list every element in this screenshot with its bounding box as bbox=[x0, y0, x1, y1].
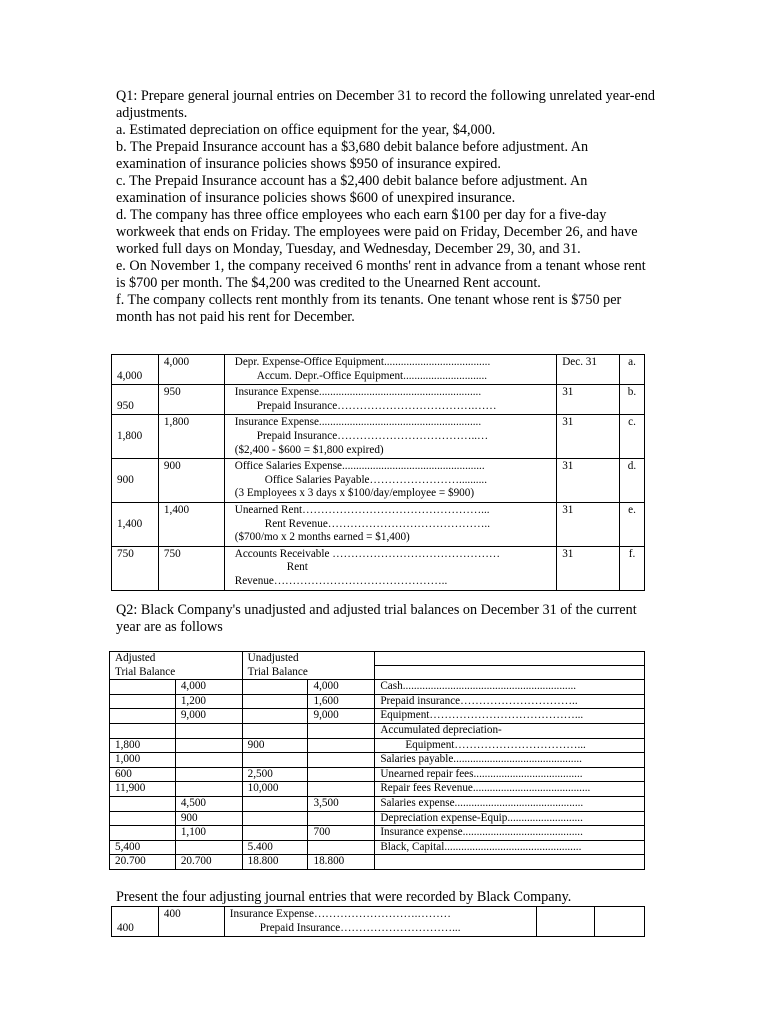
account-name bbox=[375, 855, 645, 870]
adj-debit: 4,500 bbox=[175, 796, 242, 811]
adj-credit: 1,800 bbox=[110, 738, 176, 753]
adj-debit: 20.700 bbox=[175, 855, 242, 870]
debit-amount: 1,800 bbox=[158, 415, 224, 459]
trial-balance-row bbox=[110, 694, 645, 709]
entry-ref: a. bbox=[620, 355, 645, 385]
adj-credit: 600 bbox=[110, 767, 176, 782]
unadj-debit bbox=[308, 723, 375, 738]
entry-date: 31 bbox=[557, 459, 620, 503]
unadj-credit bbox=[242, 796, 308, 811]
journal-entry-b bbox=[112, 385, 645, 415]
unadj-debit bbox=[308, 767, 375, 782]
journal-entry-c bbox=[112, 415, 645, 459]
journal-entries-table bbox=[111, 354, 645, 591]
unadj-credit: 5.400 bbox=[242, 840, 308, 855]
trial-balance-header bbox=[110, 652, 645, 666]
adj-credit bbox=[110, 680, 176, 695]
account-name: Insurance expense........................................... bbox=[375, 826, 645, 841]
credit-account: Accum. Depr.-Office Equipment.............................. bbox=[256, 369, 488, 382]
unadj-credit bbox=[242, 811, 308, 826]
unadj-debit: 18.800 bbox=[308, 855, 375, 870]
credit-account-continued: Revenue……………………………………….. bbox=[234, 574, 448, 587]
trial-balance-row bbox=[110, 723, 645, 738]
adj-debit: 1,100 bbox=[175, 826, 242, 841]
unadj-credit bbox=[242, 694, 308, 709]
trial-balance-row bbox=[110, 826, 645, 841]
credit-account: Office Salaries Payable…………………….......... bbox=[264, 473, 487, 486]
account-cell bbox=[224, 502, 556, 546]
black-journal-entry-1 bbox=[112, 907, 645, 937]
unadj-debit: 9,000 bbox=[308, 709, 375, 724]
adj-debit: 4,000 bbox=[175, 680, 242, 695]
debit-account: Insurance Expense.......................................................... bbox=[234, 386, 482, 399]
black-journal-table bbox=[111, 906, 645, 937]
unadj-credit bbox=[242, 723, 308, 738]
account-cell bbox=[224, 415, 556, 459]
debit-account: Unearned Rent…………………………………………... bbox=[234, 503, 490, 516]
account-name: Depreciation expense-Equip........................... bbox=[375, 811, 645, 826]
account-cell bbox=[224, 385, 556, 415]
adj-debit bbox=[175, 782, 242, 797]
debit-amount: 900 bbox=[158, 459, 224, 503]
credit-amount: 400 bbox=[112, 907, 159, 937]
account-name: Salaries expense.............................................. bbox=[375, 796, 645, 811]
debit-amount: 1,400 bbox=[158, 502, 224, 546]
adj-debit bbox=[175, 753, 242, 768]
trial-balance-table bbox=[109, 651, 645, 870]
question-1-item-b: b. The Prepaid Insurance account has a $3,680 debit balance before adjustment. An examination of insurance policies shows $950 of insurance expired. bbox=[116, 139, 589, 172]
unadjusted-header: Unadjusted bbox=[242, 652, 375, 666]
credit-amount: 1,800 bbox=[112, 415, 159, 459]
account-name: Unearned repair fees....................................... bbox=[375, 767, 645, 782]
entry-ref: e. bbox=[620, 502, 645, 546]
unadj-debit: 700 bbox=[308, 826, 375, 841]
debit-amount: 4,000 bbox=[158, 355, 224, 385]
adj-credit: 1,000 bbox=[110, 753, 176, 768]
unadj-debit bbox=[308, 753, 375, 768]
question-1-item-c: c. The Prepaid Insurance account has a $2,400 debit balance before adjustment. An examination of insurance policies shows $600 of unexpired insurance. bbox=[116, 173, 588, 206]
account-name: Repair fees Revenue.......................................... bbox=[375, 782, 645, 797]
question-2: Q2: Black Company's unadjusted and adjusted trial balances on December 31 of the current year are as follows bbox=[116, 602, 637, 635]
entry-date bbox=[537, 907, 595, 937]
adj-credit bbox=[110, 723, 176, 738]
debit-amount: 400 bbox=[158, 907, 224, 937]
adjusted-header: Adjusted bbox=[110, 652, 243, 666]
adj-debit bbox=[175, 738, 242, 753]
unadj-debit bbox=[308, 782, 375, 797]
account-cell bbox=[224, 907, 537, 937]
unadj-credit bbox=[242, 753, 308, 768]
entry-note: (3 Employees x 3 days x $100/day/employee = $900) bbox=[234, 487, 475, 500]
unadj-credit: 2,500 bbox=[242, 767, 308, 782]
debit-amount: 750 bbox=[158, 546, 224, 590]
entry-date: 31 bbox=[557, 385, 620, 415]
entry-date: 31 bbox=[557, 502, 620, 546]
entry-note: ($700/mo x 2 months earned = $1,400) bbox=[234, 531, 410, 544]
debit-account: Insurance Expense……………………….……… bbox=[229, 908, 451, 920]
adj-credit: 5,400 bbox=[110, 840, 176, 855]
entry-ref: c. bbox=[620, 415, 645, 459]
question-1-item-d: d. The company has three office employees who each earn $100 per day for a five-day workweek that ends on Friday. The employees were paid on Friday, December 26, and have worked full days on Monday, Tuesday, and Wednesday, December 29, 30, and 31. bbox=[116, 207, 638, 257]
unadj-debit: 3,500 bbox=[308, 796, 375, 811]
unadj-credit: 900 bbox=[242, 738, 308, 753]
debit-account: Office Salaries Expense................................................... bbox=[234, 460, 485, 473]
account-name: Prepaid insurance………………………….. bbox=[375, 694, 645, 709]
unadj-credit bbox=[242, 709, 308, 724]
entry-date: 31 bbox=[557, 415, 620, 459]
adj-credit bbox=[110, 796, 176, 811]
adj-credit bbox=[110, 709, 176, 724]
unadj-credit: 18.800 bbox=[242, 855, 308, 870]
account-name: Accumulated depreciation- bbox=[375, 723, 645, 738]
unadj-debit: 4,000 bbox=[308, 680, 375, 695]
unadj-debit bbox=[308, 811, 375, 826]
adjusted-header-2: Trial Balance bbox=[110, 666, 243, 680]
unadj-credit bbox=[242, 826, 308, 841]
account-cell bbox=[224, 459, 556, 503]
credit-account: Prepaid Insurance…………………………... bbox=[259, 921, 461, 934]
trial-balance-row bbox=[110, 767, 645, 782]
question-1-intro: Q1: Prepare general journal entries on December 31 to record the following unrelated year-end adjustments. bbox=[116, 88, 656, 121]
credit-account: Prepaid Insurance………………………………..… bbox=[256, 429, 489, 442]
account-name: Black, Capital................................................. bbox=[375, 840, 645, 855]
journal-entry-d bbox=[112, 459, 645, 503]
trial-balance-row bbox=[110, 840, 645, 855]
debit-account: Depr. Expense-Office Equipment...................................... bbox=[234, 356, 491, 368]
entry-ref: d. bbox=[620, 459, 645, 503]
unadjusted-header-2: Trial Balance bbox=[242, 666, 375, 680]
credit-amount: 750 bbox=[112, 546, 159, 590]
header-blank bbox=[375, 652, 645, 666]
trial-balance-row bbox=[110, 709, 645, 724]
account-name: Salaries payable.............................................. bbox=[375, 753, 645, 768]
journal-entry-f bbox=[112, 546, 645, 590]
trial-balance-row bbox=[110, 753, 645, 768]
adj-debit bbox=[175, 723, 242, 738]
question-1-item-a: a. Estimated depreciation on office equipment for the year, $4,000. bbox=[116, 122, 496, 138]
trial-balance-row bbox=[110, 782, 645, 797]
entry-note: ($2,400 - $600 = $1,800 expired) bbox=[234, 443, 384, 456]
credit-amount: 1,400 bbox=[112, 502, 159, 546]
question-1-item-e: e. On November 1, the company received 6 months' rent in advance from a tenant whose rent is $700 per month. The $4,200 was credited to the Unearned Rent account. bbox=[116, 258, 646, 291]
adj-credit bbox=[110, 826, 176, 841]
entry-date: Dec. 31 bbox=[557, 355, 620, 385]
unadj-debit bbox=[308, 840, 375, 855]
credit-account: Rent bbox=[286, 561, 308, 574]
present-instruction: Present the four adjusting journal entries that were recorded by Black Company. bbox=[116, 889, 572, 905]
account-cell bbox=[224, 355, 556, 385]
unadj-credit bbox=[242, 680, 308, 695]
adj-credit bbox=[110, 811, 176, 826]
adj-debit bbox=[175, 767, 242, 782]
entry-date: 31 bbox=[557, 546, 620, 590]
entry-ref bbox=[595, 907, 645, 937]
account-name: Equipment……………………………... bbox=[375, 738, 645, 753]
adj-debit: 9,000 bbox=[175, 709, 242, 724]
entry-ref: f. bbox=[620, 546, 645, 590]
unadj-debit bbox=[308, 738, 375, 753]
adj-debit: 1,200 bbox=[175, 694, 242, 709]
account-name: Cash.............................................................. bbox=[375, 680, 645, 695]
credit-account: Prepaid Insurance……………………………….…… bbox=[256, 399, 497, 412]
credit-amount: 950 bbox=[112, 385, 159, 415]
debit-account: Accounts Receivable ……………………………………… bbox=[234, 547, 501, 560]
unadj-debit: 1,600 bbox=[308, 694, 375, 709]
adj-credit bbox=[110, 694, 176, 709]
trial-balance-header-2 bbox=[110, 666, 645, 680]
adj-debit bbox=[175, 840, 242, 855]
account-cell bbox=[224, 546, 556, 590]
question-1 bbox=[116, 88, 656, 326]
credit-account: Rent Revenue…………………………………….. bbox=[264, 517, 491, 530]
trial-balance-row bbox=[110, 811, 645, 826]
journal-entry-e bbox=[112, 502, 645, 546]
trial-balance-row bbox=[110, 796, 645, 811]
question-1-item-f: f. The company collects rent monthly from its tenants. One tenant whose rent is $750 per month has not paid his rent for December. bbox=[116, 292, 622, 325]
account-name: Equipment…………………………………... bbox=[375, 709, 645, 724]
credit-amount: 900 bbox=[112, 459, 159, 503]
credit-amount: 4,000 bbox=[112, 355, 159, 385]
debit-amount: 950 bbox=[158, 385, 224, 415]
header-blank-2 bbox=[375, 666, 645, 680]
unadj-credit: 10,000 bbox=[242, 782, 308, 797]
trial-balance-row bbox=[110, 855, 645, 870]
journal-entry-a bbox=[112, 355, 645, 385]
adj-debit: 900 bbox=[175, 811, 242, 826]
adj-credit: 11,900 bbox=[110, 782, 176, 797]
entry-ref: b. bbox=[620, 385, 645, 415]
adj-credit: 20.700 bbox=[110, 855, 176, 870]
trial-balance-row bbox=[110, 738, 645, 753]
trial-balance-row bbox=[110, 680, 645, 695]
debit-account: Insurance Expense.......................................................... bbox=[234, 416, 482, 429]
